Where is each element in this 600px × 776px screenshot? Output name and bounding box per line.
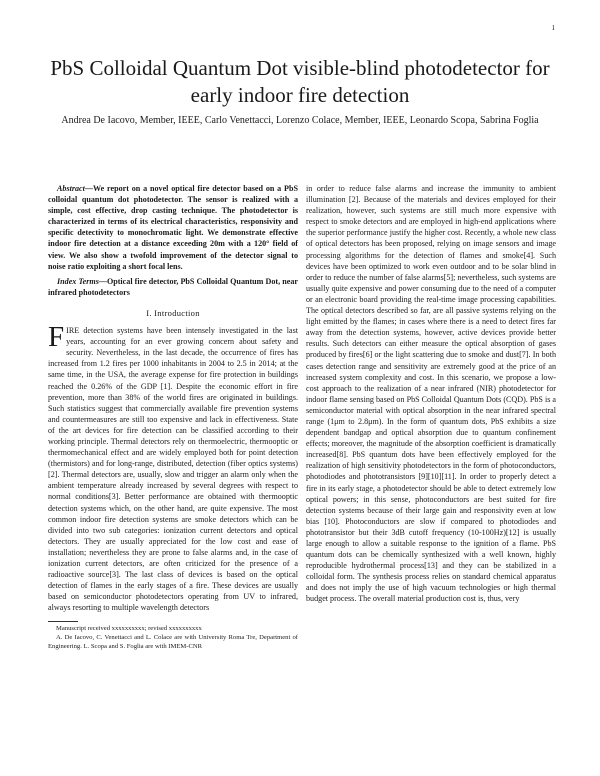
left-column [48, 183, 298, 651]
paper-title: PbS Colloidal Quantum Dot visible-blind photodetector for early indoor fire detection [50, 56, 550, 107]
index-terms-label: Index Terms— [57, 276, 107, 286]
abstract-label: Abstract— [57, 184, 93, 193]
footnote-affiliations: A. De Iacovo, C. Venettacci and L. Colace are with University Roma Tre, Department of Engineering. L. Scopa and S. Foglia are with IMEM-CNR [48, 634, 298, 650]
introduction-paragraph [48, 321, 298, 613]
drop-cap: F [48, 321, 65, 354]
introduction-text: IRE detection systems have been intensely investigated in the last years, accounting for an ever growing concern about safety and security. Nevertheless, in the last decade, the occurrence of fires has increased from 1.2 fires per 1000 inhabitants in 2004 to 2.5 in 2014; at the same time, in the USA, the average expense for fire protection in buildings reached the 0.26% of the GDP [1]. Despite the economic effort in fire prevention, more than 38% of the world fires are originated in buildings. Such statistics suggest that commercially available fire prevention systems and countermeasures are still too expensive and lack in effectiveness. State of the art devices for fire detection can be classified according to their working principle. Thermal detectors rely on thermoelectric, thermooptic or thermomechanical effect and are widely employed both for point detection (thermistors) and for long-range, distributed, detection (fiber optics systems)[2]. Thermal detectors are, usually, slow and trigger an alarm only when the ambient temperature already increased by several degrees with respect to normal conditions[3]. Better performance are obtained with thermooptic detection systems which, on the other hand, are quite expensive. The most common indoor fire detection systems are smoke detectors which can be divided into two sub categories: ionization current detectors and optical detectors. They are usually appreciated for the low cost and ease of installation; nevertheless they are prone to false alarms and, in the case of ionization current detectors, are often criticized for the presence of a radioactive source[3]. The last class of devices is based on the optical detection of flames in the early stages of a fire. These devices are usually based on semiconductor photodetectors operating from UV to infrared, always resorting to multiple wavelength detectors [48, 326, 298, 613]
footnote-rule [48, 621, 78, 622]
page-number: 1 [551, 24, 555, 32]
introduction-continued: in order to reduce false alarms and increase the immunity to ambient illumination [2]. Because of the materials and devices employed for their realization, however, such systems are still much more expensive with respect to smoke detectors and are employed in high-end applications where the superior performance justify the higher cost. Recently, a whole new class of optical detectors has been proposed, relying on image sensors and image processing algorithms for the detection of flames and smoke[4]. Such devices have been optimized to work even outdoor and to be solar blind in order to reduce the number of false alarms[5]; nevertheless, such systems are usually quite expensive and power consuming due to the need of a computer or an electronic board providing the real-time image processing capabilities. The optical detectors described so far, are all passive systems relying on the light emitted by the flames; in cases where there is a need to detect fires far away from the detection systems, however, active devices provide better results. Such detectors can either measure the optical absorption of gases produced by fires[6] or the light scattering due to smoke and dust[7]. In both cases detection range and sensitivity are extremely good at the price of an increased system complexity and cost. In this scenario, we propose a low-cost approach to the realization of a near infrared (NIR) photodetector for indoor flame sensing based on PbS Colloidal Quantum Dots (CQD). PbS is a semiconductor material with optical absorption in the near infrared spectral range (1μm to 2.8μm). In the form of quantum dots, PbS exhibits a size dependent bandgap and optical absorption due to quantum confinement effects; moreover, the magnitude of the absorption coefficient is dramatically increased[8]. PbS quantum dots have been effectively employed for the realization of high sensitivity photodetectors in the form of photoconductors, photodiodes and phototransistors [9][10][11]. In order to properly detect a fire in its early stage, a photodetector should be able to detect extremely low optical powers; in this sense, photoconductors are best suited for fire detection systems because of their large gain and responsivity even at low bias [10]. Photoconductors are slow if compared to photodiodes and phototransistor but their 3dB cutoff frequency (10-100Hz)[12] is usually large enough to allow a suitable response to the ignition of a flame. PbS quantum dots can be chemically synthesized with a well known, highly reproducible hydrothermal process[13] and they can be stabilized in a colloidal form. The synthesis process relies on standard chemical apparatus and does not imply the use of high vacuum technologies or high thermal budget process. The overall material production cost is, thus, very [306, 184, 556, 604]
footnote-received: Manuscript received xxxxxxxxxx; revised xxxxxxxxxx [56, 625, 202, 633]
section-heading-introduction: I. Introduction [146, 307, 200, 318]
abstract-text: We report on a novel optical fire detector based on a PbS colloidal quantum dot photodetector. The sensor is realized with a simple, cost effective, drop casting technique. The photodetector is characterized in terms of its electrical characteristics, responsivity and specific detectivity to monochromatic light. We demonstrate effective indoor fire detection at a distance exceeding 20m with a 120° field of view. We also show a twofold improvement of the detector signal to noise ratio exploiting a short focal lens. [48, 184, 298, 271]
index-terms-text: Optical fire detector, PbS Colloidal Quantum Dot, near infrared photodetectors [48, 276, 298, 297]
author-list: Andrea De Iacovo, Member, IEEE, Carlo Venettacci, Lorenzo Colace, Member, IEEE, Leonardo Scopa, Sabrina Foglia [61, 115, 539, 126]
index-terms [48, 276, 298, 298]
abstract [48, 183, 298, 272]
right-column [306, 183, 556, 605]
